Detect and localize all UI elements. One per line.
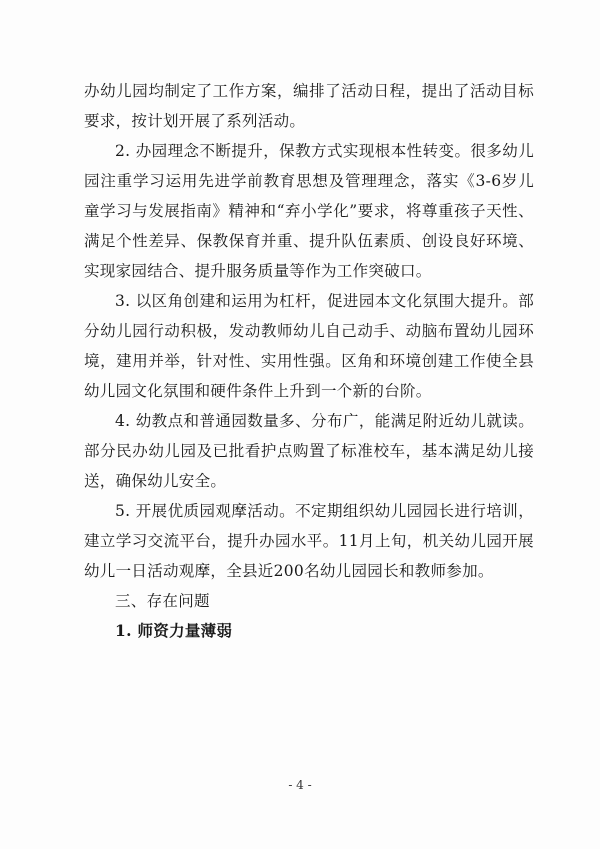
sub-heading: 1. 师资力量薄弱	[115, 621, 233, 640]
section-heading: 三、存在问题	[115, 592, 210, 610]
page-number: - 4 -	[288, 778, 312, 792]
paragraph-item-2: 2. 办园理念不断提升，保教方式实现根本性转变。很多幼儿园注重学习运用先进学前教育思想及管理理念，落实《3-6岁儿童学习与发展指南》精神和“弃小学化”要求，将尊重孩子天性、满足个性差异、保教保育并重、提升队伍素质、创设良好环境、实现家园结合、提升服务质量等作为工作突破口。	[84, 142, 534, 280]
paragraph-item-3: 3. 以区角创建和运用为杠杆，促进园本文化氛围大提升。部分幼儿园行动积极，发动教师幼儿自己动手、动脑布置幼儿园环境，建用并举，针对性、实用性强。区角和环境创建工作使全县幼儿园文化氛围和硬件条件上升到一个新的台阶。	[84, 292, 534, 400]
document-body	[84, 76, 534, 646]
paragraph-item-5: 5. 开展优质园观摩活动。不定期组织幼儿园园长进行培训，建立学习交流平台，提升办园水平。11月上旬，机关幼儿园开展幼儿一日活动观摩，全县近200名幼儿园园长和教师参加。	[84, 502, 534, 580]
paragraph-item-4: 4. 幼教点和普通园数量多、分布广，能满足附近幼儿就读。部分民办幼儿园及已批看护点购置了标准校车，基本满足幼儿接送，确保幼儿安全。	[84, 412, 534, 490]
paragraph-continuation: 办幼儿园均制定了工作方案，编排了活动日程，提出了活动目标要求，按计划开展了系列活动。	[84, 82, 534, 130]
